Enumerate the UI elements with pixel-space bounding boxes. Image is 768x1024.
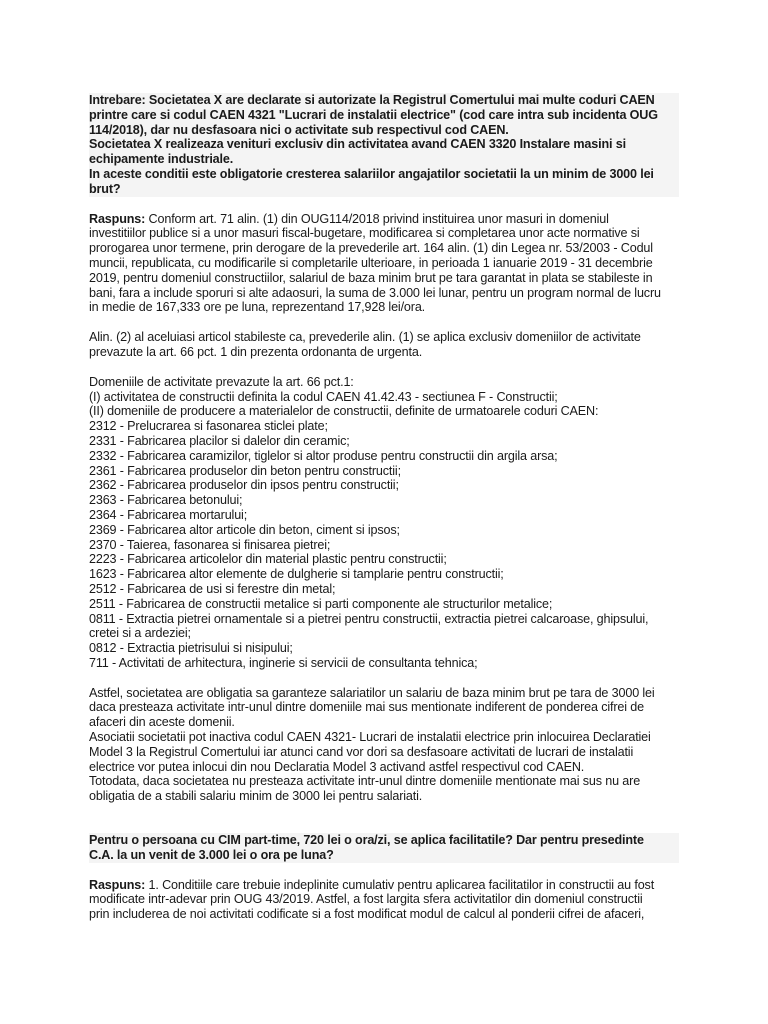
domain-list-item: 2364 - Fabricarea mortarului; [89, 507, 248, 522]
domain-list-item: Domeniile de activitate prevazute la art. 66 pct.1: [89, 374, 354, 389]
answer-2 [89, 878, 679, 922]
activity-domains-list [89, 375, 679, 671]
conclusion-line: electrice vor putea inlocui din nou Declaratia Model 3 activand astfel respectivul cod CAEN. [89, 759, 585, 774]
question-2 [89, 833, 679, 863]
answer-2-line: modificate intr-adevar prin OUG 43/2019. Astfel, a fost largita sfera activitatilor din domeniul constructii [89, 892, 643, 907]
answer-1-first-line [89, 212, 679, 227]
conclusion-line: daca presteaza activitate intr-unul dintre domeniile mai sus mentionate indiferent de ponderea cifrei de [89, 700, 644, 715]
question-1-line: Societatea X realizeaza venituri exclusiv din activitatea avand CAEN 3320 Instalare masini si [89, 137, 626, 152]
conclusion-line: Asociatii societatii pot inactiva codul CAEN 4321- Lucrari de instalatii electrice prin inlocuirea Declaratiei [89, 730, 651, 745]
domain-list-item: 1623 - Fabricarea altor elemente de dulgherie si tamplarie pentru constructii; [89, 567, 504, 582]
answer-1-line: muncii, republicata, cu modificarile si completarile ulterioare, in perioada 1 ianuarie 2019 - 31 decembrie [89, 255, 653, 270]
domain-list-item: 2223 - Fabricarea articolelor din material plastic pentru constructii; [89, 552, 447, 567]
conclusion-line: afaceri din aceste domenii. [89, 715, 235, 730]
question-1-line: In aceste conditii este obligatorie cresterea salariilor angajatilor societatii la un minim de 3000 lei [89, 166, 654, 181]
question-1-line: printre care si codul CAEN 4321 "Lucrari de instalatii electrice" (cod care intra sub incidenta OUG [89, 107, 658, 122]
question-2-line: C.A. la un venit de 3.000 lei o ora pe luna? [89, 847, 334, 862]
domain-list-item: cretei si a ardeziei; [89, 626, 191, 641]
answer-1-alin-2 [89, 330, 679, 360]
domain-list-item: 2363 - Fabricarea betonului; [89, 493, 243, 508]
answer-1-line: in medie de 167,333 ore pe luna, reprezentand 17,928 lei/ora. [89, 300, 426, 315]
conclusion-paragraph [89, 686, 679, 804]
document-page [89, 93, 679, 922]
alin-2-line: prevazute la art. 66 pct. 1 din prezenta ordonanta de urgenta. [89, 344, 423, 359]
domain-list-item: 2369 - Fabricarea altor articole din beton, ciment si ipsos; [89, 522, 400, 537]
question-2-line: Pentru o persoana cu CIM part-time, 720 lei o ora/zi, se aplica facilitatile? Dar pentru presedinte [89, 833, 644, 848]
domain-list-item: 2361 - Fabricarea produselor din beton pentru constructii; [89, 463, 401, 478]
question-1-line: 114/2018), dar nu desfasoara nici o activitate sub respectivul cod CAEN. [89, 122, 509, 137]
answer-1-line: bani, fara a include sporuri si alte adaosuri, la suma de 3.000 lei lunar, pentru un program normal de lucru [89, 285, 661, 300]
alin-2-line: Alin. (2) al aceluiasi articol stabileste ca, prevederile alin. (1) se aplica exclusiv domeniilor de activitate [89, 330, 641, 345]
conclusion-line: obligatia de a stabili salariu minim de 3000 lei pentru salariati. [89, 789, 423, 804]
domain-list-item: 0811 - Extractia pietrei ornamentale si a pietrei pentru constructii, extractia pietrei calcaroase, ghipsului, [89, 611, 649, 626]
conclusion-line: Astfel, societatea are obligatia sa garanteze salariatilor un salariu de baza minim brut pe tara de 3000 lei [89, 685, 655, 700]
answer-1-line: prorogarea unor termene, prin derogare de la prevederile art. 164 alin. (1) din Legea nr. 53/2003 - Codul [89, 241, 653, 256]
domain-list-item: 2512 - Fabricarea de usi si ferestre din metal; [89, 581, 336, 596]
answer-2-first-text: 1. Conditiile care trebuie indeplinite cumulativ pentru aplicarea facilitatilor in constructii au fost [145, 877, 655, 892]
conclusion-line: Totodata, daca societatea nu presteaza activitate intr-unul dintre domeniile mentionate mai sus nu are [89, 774, 641, 789]
domain-list-item: 0812 - Extractia pietrisului si nisipului; [89, 641, 293, 656]
domain-list-item: (II) domeniile de producere a materialelor de constructii, definite de urmatoarele coduri CAEN: [89, 404, 599, 419]
question-1 [89, 93, 679, 197]
domain-list-item: 2332 - Fabricarea caramizilor, tiglelor si altor produse pentru constructii din argila arsa; [89, 448, 558, 463]
question-1-line: echipamente industriale. [89, 152, 234, 167]
domain-list-item: 2511 - Fabricarea de constructii metalice si parti componente ale structurilor metalice; [89, 596, 553, 611]
answer-1 [89, 212, 679, 316]
question-1-line: brut? [89, 181, 121, 196]
answer-2-first-line [89, 878, 679, 893]
question-1-line: Intrebare: Societatea X are declarate si autorizate la Registrul Comertului mai multe coduri CAEN [89, 93, 655, 107]
domain-list-item: 2362 - Fabricarea produselor din ipsos pentru constructii; [89, 478, 399, 493]
domain-list-item: 711 - Activitati de arhitectura, inginerie si servicii de consultanta tehnica; [89, 655, 478, 670]
answer-1-line: 2019, pentru domeniul constructiilor, salariul de baza minim brut pe tara garantat in plata se stabileste in [89, 270, 653, 285]
domain-list-item: 2312 - Prelucrarea si fasonarea sticlei plate; [89, 419, 328, 434]
domain-list-item: 2370 - Taierea, fasonarea si finisarea pietrei; [89, 537, 331, 552]
answer-2-label: Raspuns: [89, 877, 146, 892]
conclusion-line: Model 3 la Registrul Comertului iar atunci cand vor dori sa desfasoare activitati de lucrari de instalatii [89, 744, 634, 759]
answer-1-line: investitiilor publice si a unor masuri fiscal-bugetare, modificarea si completarea unor acte normative si [89, 226, 640, 241]
answer-1-first-text: Conform art. 71 alin. (1) din OUG114/2018 privind instituirea unor masuri in domeniul [145, 211, 609, 226]
answer-2-line: prin includerea de noi activitati codificate si a fost modificat modul de calcul al ponderii cifrei de afaceri, [89, 907, 645, 922]
domain-list-item: (I) activitatea de constructii definita la codul CAEN 41.42.43 - sectiunea F - Constructii; [89, 389, 558, 404]
answer-1-label: Raspuns: [89, 211, 146, 226]
domain-list-item: 2331 - Fabricarea placilor si dalelor din ceramic; [89, 433, 350, 448]
